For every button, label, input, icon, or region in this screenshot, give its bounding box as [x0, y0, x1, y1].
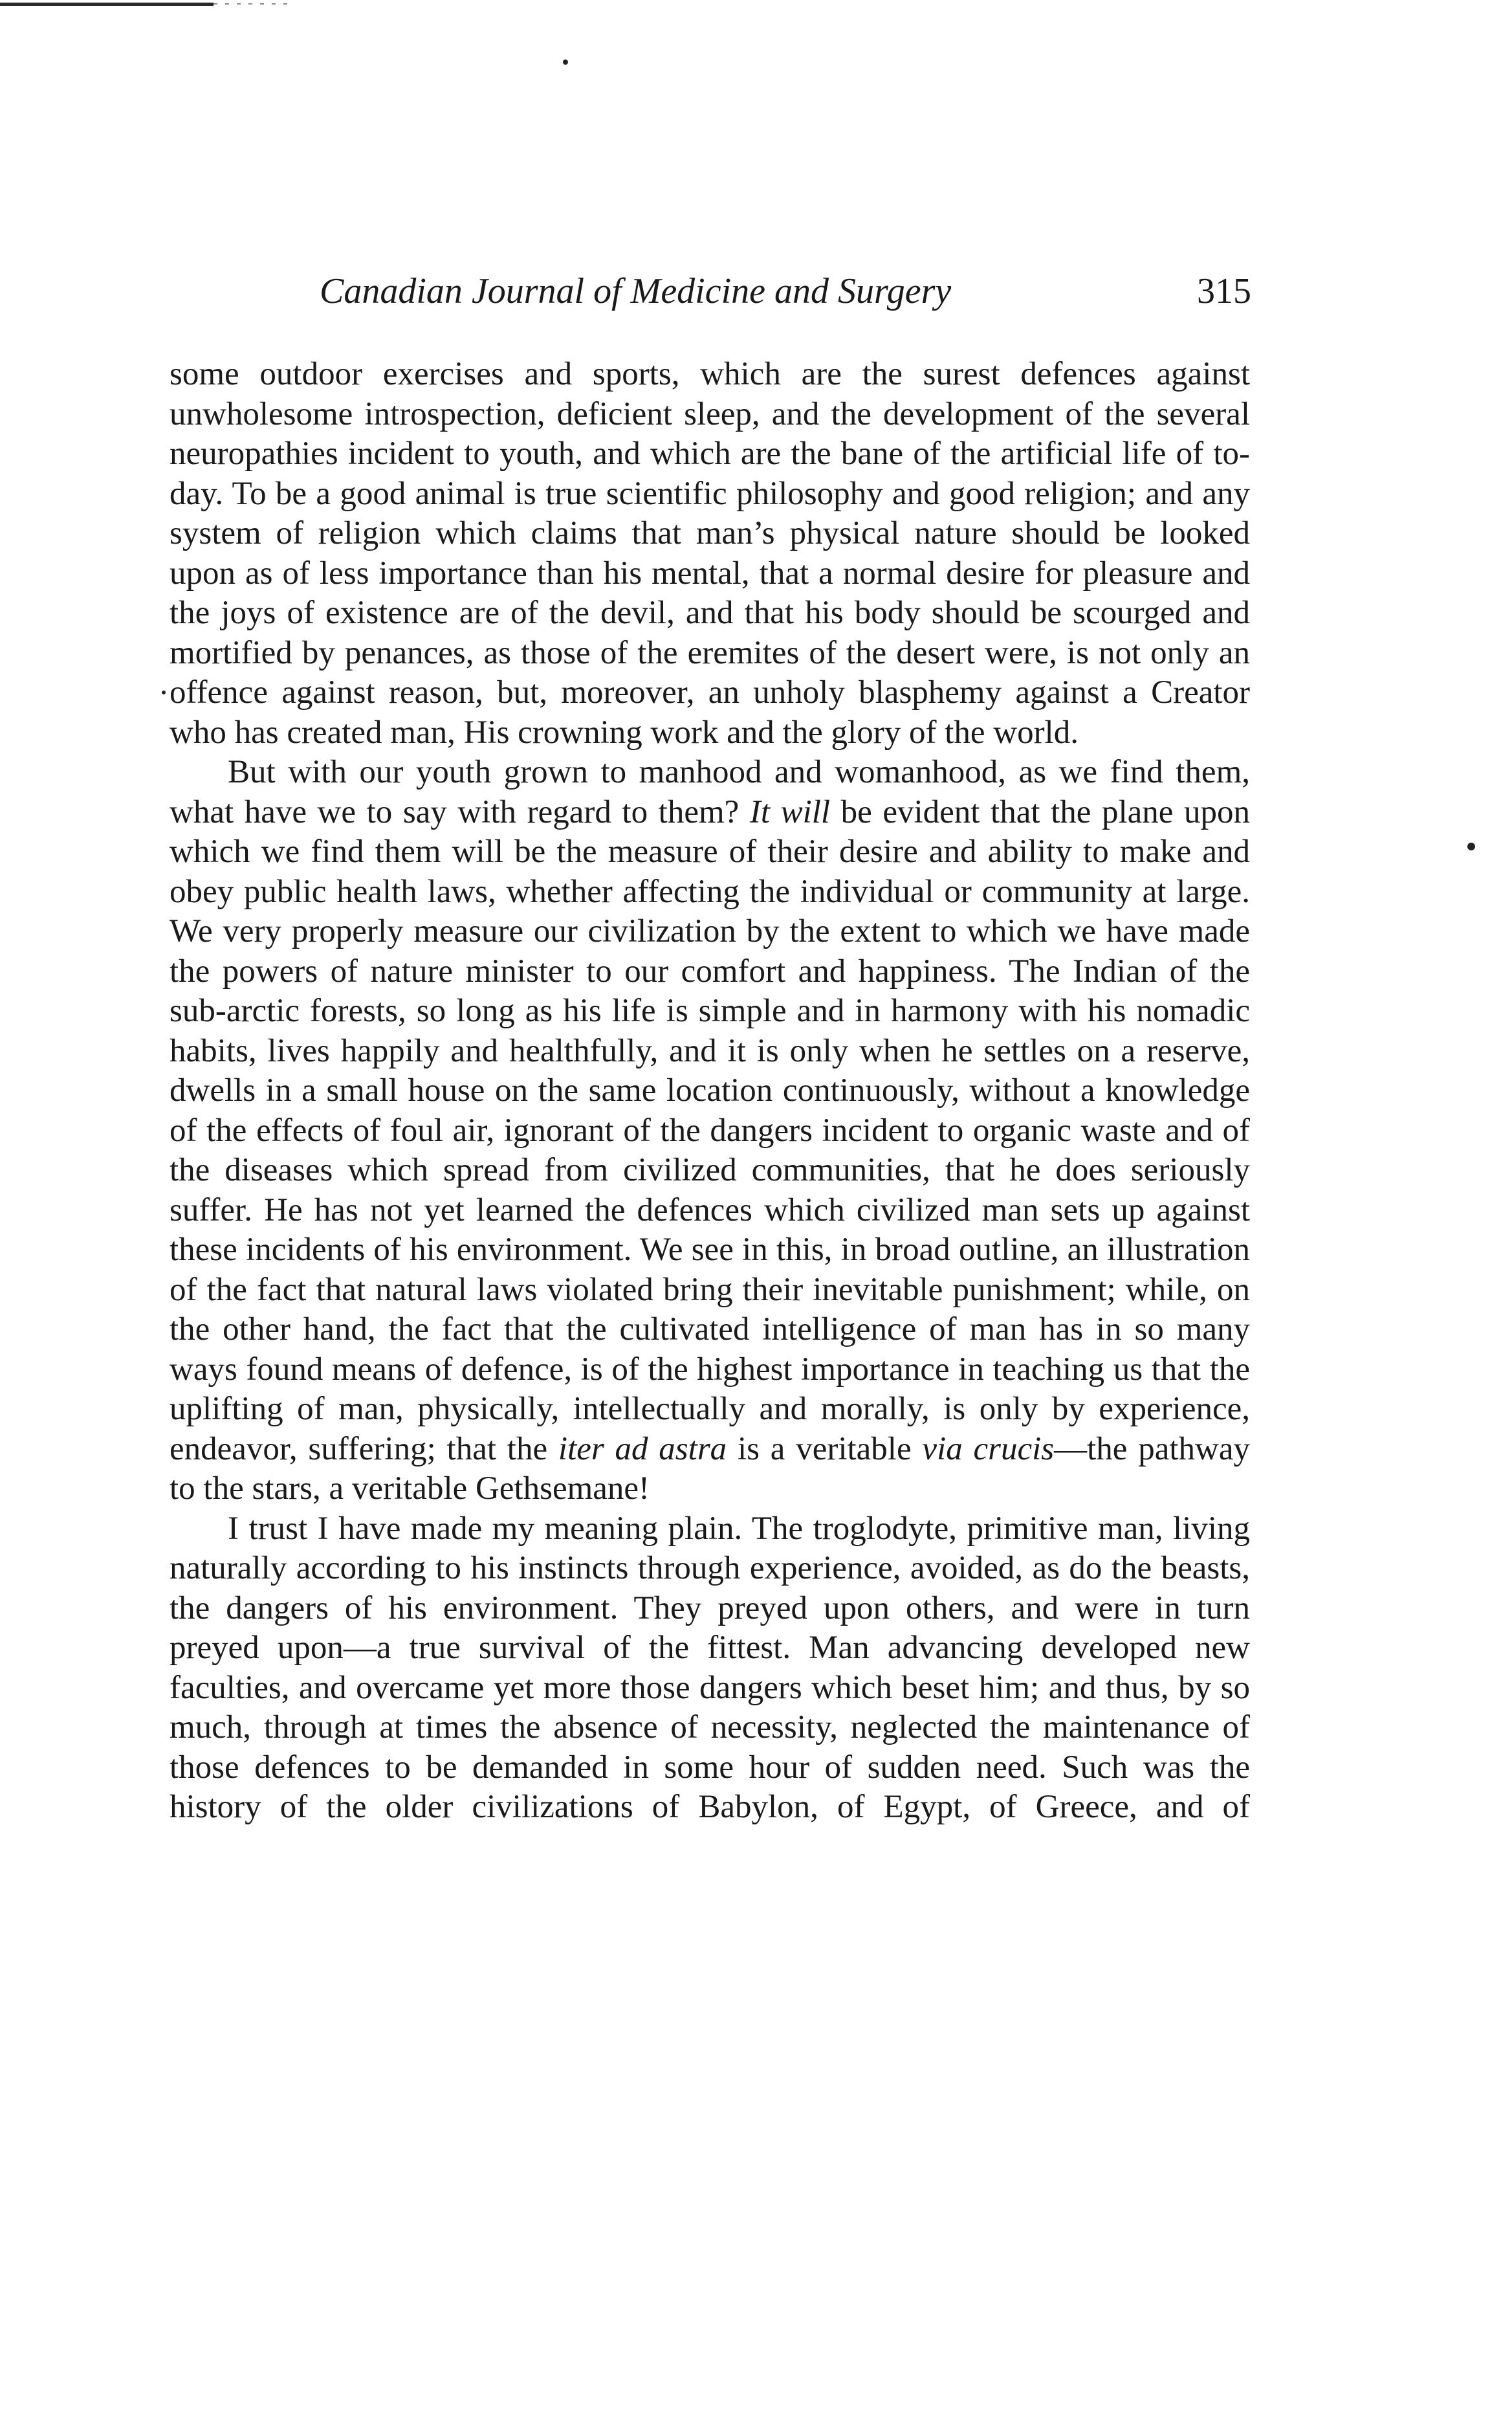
italic-text: via crucis: [922, 1430, 1055, 1467]
text-run: But with our youth grown to manhood and womanhood, as we find them, what have we to say with regard to them?: [170, 754, 1250, 830]
paragraph: [170, 355, 1250, 753]
text-run: —the pathway to the stars, a veritable Gethsemane!: [170, 1430, 1251, 1507]
text-run: some outdoor exercises and sports, which are the surest defences against unwholesome introspection, deficient sleep, and the development of the several neuropathies incident to youth, and which are the bane of the artificial life of to-day. To be a good animal is true scientific philosophy and good religion; and any system of religion which claims that man’s physical nature should be looked upon as of less importance than his mental, that a normal desire for pleasure and the joys of existence are of the devil, and that his body should be scourged and mortified by penances, as those of the eremites of the desert were, is not only an offence against reason, but, moreover, an unholy blasphemy against a Creator who has created man, His crowning work and the glory of the world.: [170, 356, 1250, 751]
text-run: be evident that the plane upon which we find them will be the measure of their desire and ability to make and obey public health laws, whether affecting the individual or community at large. We very properly measure our civilization by the extent to which we have made the powers of nature minister to our comfort and happiness. The Indian of the sub-arctic forests, so long as his life is simple and in harmony with his nomadic habits, lives happily and healthfully, and it is only when he settles on a reserve, dwells in a small house on the same location continuously, without a knowledge of the effects of foul air, ignorant of the dangers incident to organic waste and of the diseases which spread from civilized communities, that he does seriously suffer. He has not yet learned the defences which civilized man sets up against these incidents of his environment. We see in this, in broad outline, an illustration of the fact that natural laws violated bring their inevitable punishment; while, on the other hand, the fact that the cultivated intelligence of man has in so many ways found means of defence, is of the highest importance in teaching us that the uplifting of man, physically, intellectually and morally, is only by experience, endeavor, suffering; that the: [170, 793, 1250, 1467]
text-run: I trust I have made my meaning plain. The troglodyte, primitive man, living naturally according to his instincts through experience, avoided, as do the beasts, the dangers of his environment. They preyed upon others, and were in turn preyed upon—a true survival of the fittest. Man advancing developed new faculties, and overcame yet more those dangers which beset him; and thus, by so much, through at times the absence of necessity, neglected the maintenance of those defences to be demanded in some hour of sudden need. Such was the history of the older civilizations of Babylon, of Egypt, of Greece, and of: [170, 1510, 1250, 1825]
text-run: is a veritable: [727, 1430, 923, 1467]
top-rule: [0, 3, 214, 6]
paragraph: [170, 753, 1250, 1509]
running-title: Canadian Journal of Medicine and Surgery: [320, 271, 952, 311]
paragraph: [170, 1509, 1250, 1828]
running-head: [170, 271, 1251, 322]
print-speck: [563, 60, 568, 65]
print-speck: [1467, 843, 1475, 850]
body-text: [170, 355, 1250, 1828]
italic-text: It will: [749, 793, 831, 830]
print-speck: [162, 691, 166, 694]
page-number: 315: [1197, 271, 1251, 311]
top-rule-dots: [214, 3, 291, 5]
italic-text: iter ad astra: [558, 1430, 727, 1467]
